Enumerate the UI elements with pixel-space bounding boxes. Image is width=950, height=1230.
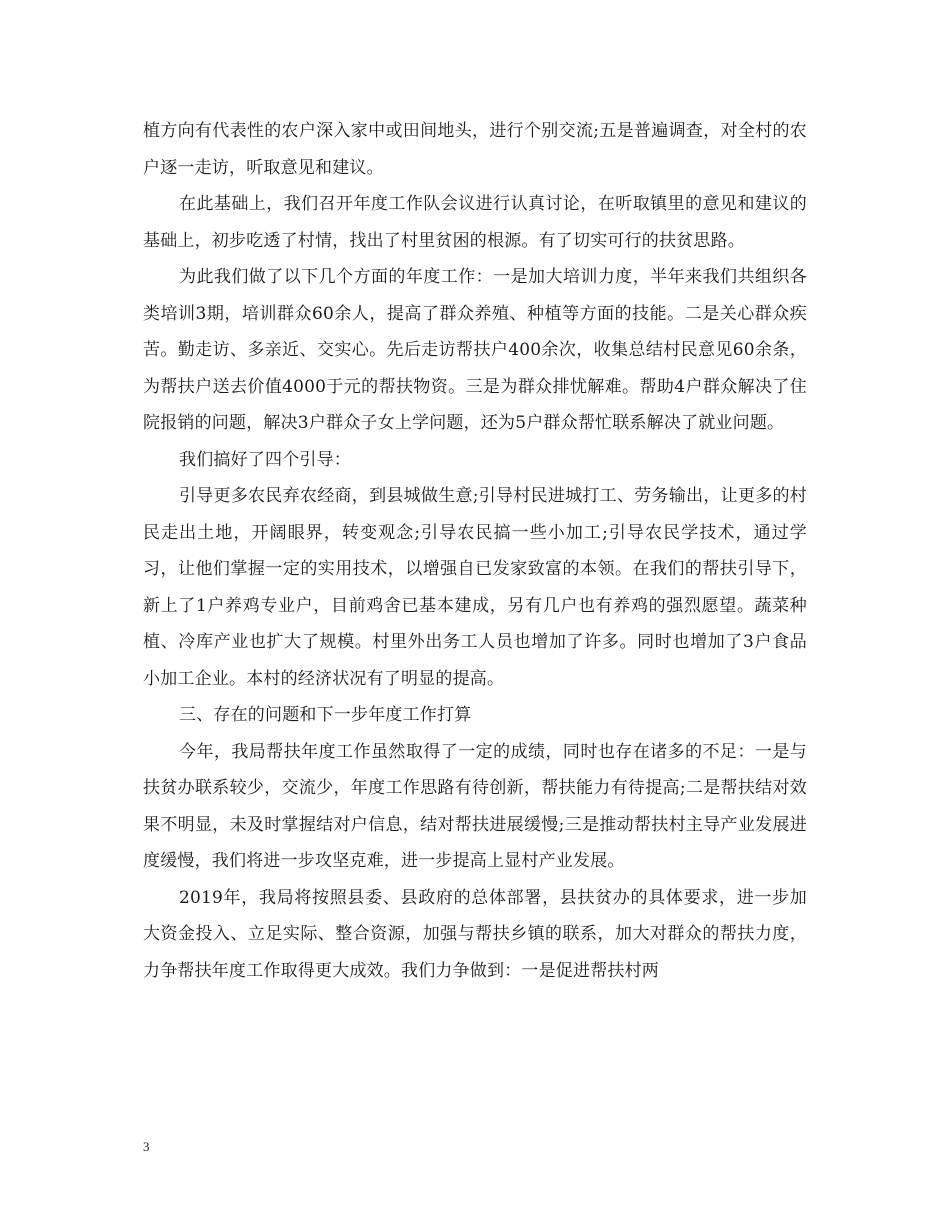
paragraph: 今年，我局帮扶年度工作虽然取得了一定的成绩，同时也存在诸多的不足：一是与扶贫办联系较少，交流少，年度工作思路有待创新，帮扶能力有待提高;二是帮扶结对效果不明显，未及时掌握结对户信息，结对帮扶进展缓慢;三是推动帮扶村主导产业发展进度缓慢，我们将进一步攻坚克难，进一步提高上显村产业发展。: [143, 741, 807, 871]
paragraph: 为此我们做了以下几个方面的年度工作：一是加大培训力度，半年来我们共组织各类培训3期，培训群众60余人，提高了群众养殖、种植等方面的技能。二是关心群众疾苦。勤走访、多亲近、交实心。先后走访帮扶户400余次，收集总结村民意见60余条，为帮扶户送去价值4000于元的帮扶物资。三是为群众排忧解难。帮助4户群众解决了住院报销的问题，解决3户群众子女上学问题，还为5户群众帮忙联系解决了就业问题。: [143, 267, 807, 433]
section-heading: 三、存在的问题和下一步年度工作打算: [179, 705, 472, 725]
page-number: 3: [143, 1139, 150, 1154]
paragraph: 植方向有代表性的农户深入家中或田间地头，进行个别交流;五是普遍调查，对全村的农户逐一走访，听取意见和建议。: [143, 121, 807, 178]
paragraph: 在此基础上，我们召开年度工作队会议进行认真讨论，在听取镇里的意见和建议的基础上，初步吃透了村情，找出了村里贫困的根源。有了切实可行的扶贫思路。: [143, 194, 807, 251]
paragraph: 引导更多农民弃农经商，到县城做生意;引导村民进城打工、劳务输出，让更多的村民走出土地，开阔眼界，转变观念;引导农民搞一些小加工;引导农民学技术，通过学习，让他们掌握一定的实用技术，以增强自已发家致富的本领。在我们的帮扶引导下，新上了1户养鸡专业户，目前鸡舍已基本建成，另有几户也有养鸡的强烈愿望。蔬菜种植、冷库产业也扩大了规模。村里外出务工人员也增加了许多。同时也增加了3户食品小加工企业。本村的经济状况有了明显的提高。: [143, 486, 807, 689]
paragraph: 2019年，我局将按照县委、县政府的总体部署，县扶贫办的具体要求，进一步加大资金投入、立足实际、整合资源，加强与帮扶乡镇的联系，加大对群众的帮扶力度，力争帮扶年度工作取得更大成效。我们力争做到：一是促进帮扶村两: [143, 887, 807, 981]
document-body: [143, 113, 807, 989]
paragraph: 我们搞好了四个引导：: [179, 449, 351, 470]
